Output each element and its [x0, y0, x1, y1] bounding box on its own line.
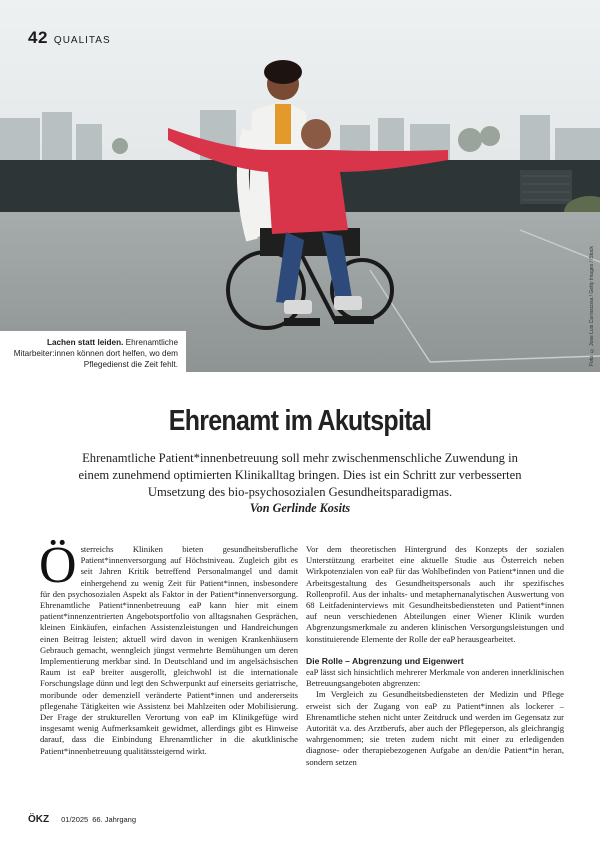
caption-bold: Lachen statt leiden.	[46, 338, 124, 347]
issue-number: 01/2025	[61, 815, 89, 824]
photo-credit: Foto: © Jose Luis Carrascosa / Getty Images / iStock	[589, 246, 595, 366]
page-footer	[28, 814, 136, 825]
article-author: Von Gerlinde Kosits	[249, 501, 351, 515]
caption-text: Ehrenamtliche Mitarbeiter:innen können dort helfen, wo dem Pflegedienst die Zeit fehlt.	[13, 338, 178, 369]
section-subheading: Die Rolle – Abgrenzung und Eigenwert	[306, 655, 464, 666]
photo-illustration	[0, 0, 600, 372]
section-name: QUALITAS	[53, 35, 111, 46]
article-column-right	[306, 544, 564, 768]
photo-caption	[0, 331, 186, 377]
article-title: Ehrenamt im Akutspital	[168, 405, 432, 437]
body-paragraph	[39, 537, 298, 757]
magazine-name: ÖKZ	[28, 814, 50, 825]
body-paragraph: Im Vergleich zu Gesundheitsbediensteten der Medizin und Pflege erweist sich der Zugang von eaP zu Patient*innen als lockerer – Ehrenamtliche stehen nicht unter Zeitdruck und werden im Gegensatz zur Autorität v.a. des Arztberufs, aber auch der Pflegeperson, als gleichrangig wahrgenommen; sie treten zudem nicht mit einer zu erledigenden diagnose- oder therapiebezogenen Aufgabe an den/die Patient*in heran, sondern setzen	[306, 689, 564, 767]
drop-cap: Ö	[39, 537, 77, 594]
page-number: 42	[28, 28, 48, 47]
volume-label: 66. Jahrgang	[92, 815, 137, 824]
hero-photo	[0, 0, 600, 372]
body-text: sterreichs Kliniken bieten gesundheitsberufliche Patient*innenversorgung auf Höchstniveau. Zugleich gibt es seit Jahren Kritik betreffend Personalmangel und damit einhergehend zu wenig Zeit für Patient*innen, insbesondere für den psychosozialen Aspekt als Faktor in der Patient*innenversorgung. Ehrenamtliche Patient*innenbetreuung eaP kann hier mit einem patient*innenzentrierten Angebotsportfolio von alltagsnahen Gesprächen, kleinen Einkäufen, einfachen Assistenzleistungen und Handreichungen einen Beitrag leisten; aktuell wird davon in wenigen Krankenhäusern Gebrauch gemacht, wenngleich jüngst vermehrte Bemühungen um deren Implementierung merkbar sind. In Deutschland und im angelsächsischen Raum ist eaP breiter ausgerollt, gleichwohl ist die internationale Forschungslage dünn und legt den Schwerpunkt auf einerseits geriatrische, moribunde oder demenziell veränderte Patient*innen und andererseits pflegenahe Tätigkeiten wie Assistenz bei Mahlzeiten oder Mobilisierung. Der Frage der strukturellen Verortung von eaP im Klinikgefüge wird insgesamt wenig Aufmerksamkeit gewidmet, allerdings gibt es Hinweise darauf, dass die Einbindung Ehrenamtlicher in die akutklinische Patient*innenbetreuung qualitätssteigernd wirkt.	[40, 544, 298, 756]
article-lead: Ehrenamtliche Patient*innenbetreuung soll mehr zwischenmenschliche Zuwendung in einem zunehmend optimierten Klinikalltag bringen. Dies ist ein Schritt zur verbesserten Umsetzung des bio-psychosozialen Gesundheitsparadigmas.	[78, 451, 522, 499]
article-column-left	[39, 537, 298, 757]
body-paragraph: eaP lässt sich hinsichtlich mehrerer Merkmale von anderen innerklinischen Betreuungsangeboten abgrenzen:	[306, 667, 564, 689]
page-header	[28, 28, 111, 48]
body-paragraph: Vor dem theoretischen Hintergrund des Konzepts der sozialen Unterstützung erarbeitet eine aktuelle Studie aus Österreich neben Wirkpotenzialen von eaP für das Wohlbefinden von Patient*innen und die Arbeitsgestaltung des Gesundheitspersonals auch ihr spezifisches Rollenprofil. Aus der inhalts- und metaphernanalytischen Auswertung von 68 Leitfadeninterviews mit Gesundheitsbediensteten und Patient*innen auf neun verschiedenen Abteilungen einer Wiener Klinik wurden Abgrenzungsmerkmale zu anderen klinischen Versorgungsleistungen und konstituierende Elemente der Rolle der eaP herausgearbeitet.	[306, 544, 564, 644]
